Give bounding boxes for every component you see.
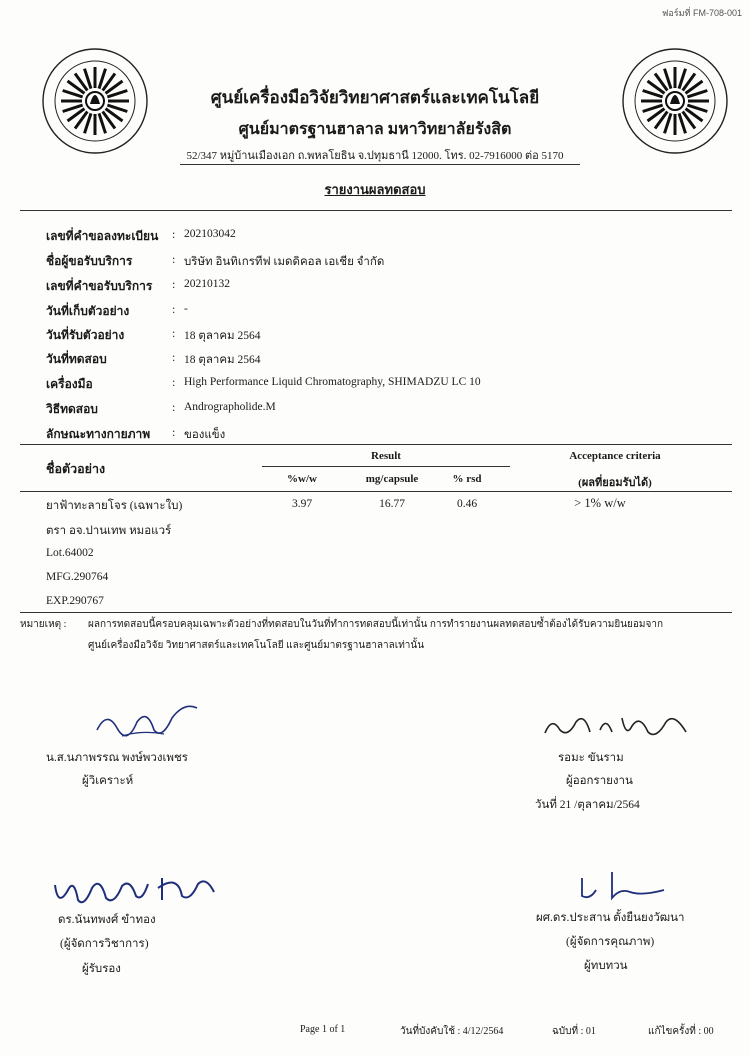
remark-label: หมายเหตุ : bbox=[20, 619, 67, 630]
info-label-service-request-no: เลขที่คำขอรับบริการ bbox=[46, 279, 153, 293]
institute-title: ศูนย์เครื่องมือวิจัยวิทยาศาสตร์และเทคโนโลยี bbox=[210, 88, 540, 107]
page-number: Page 1 of 1 bbox=[300, 1024, 346, 1035]
reporter-name: รอมะ ขันราม bbox=[558, 752, 624, 764]
info-label-instrument: เครื่องมือ bbox=[46, 377, 93, 391]
header-divider bbox=[180, 164, 580, 165]
analyst-role: ผู้วิเคราะห์ bbox=[82, 775, 134, 787]
sample-product-name: ยาฟ้าทะลายโจร (เฉพาะใบ) bbox=[46, 500, 183, 512]
info-label-physical-characteristics: ลักษณะทางกายภาพ bbox=[46, 427, 151, 441]
info-colon: : bbox=[172, 277, 176, 291]
effective-date: วันที่บังคับใช้ : 4/12/2564 bbox=[400, 1026, 504, 1037]
percent-rsd-column-header: % rsd bbox=[452, 473, 482, 485]
info-value-test-method: Andrographolide.M bbox=[184, 401, 276, 413]
result-header: Result bbox=[371, 450, 401, 462]
info-value-client-name: บริษัท อินทิเกรทีฟ เมดดิคอล เอเชีย จำกัด bbox=[184, 256, 385, 268]
result-percent-rsd: 0.46 bbox=[456, 498, 478, 510]
info-label-registration-no: เลขที่คำขอลงทะเบียน bbox=[46, 229, 159, 243]
edition-number: ฉบับที่ : 01 bbox=[552, 1026, 596, 1037]
acceptance-criteria-subheader: (ผลที่ยอมรับได้) bbox=[578, 477, 652, 489]
info-label-client-name: ชื่อผู้ขอรับบริการ bbox=[46, 254, 133, 268]
halal-standard-center-logo bbox=[620, 46, 730, 156]
info-label-test-method: วิธีทดสอบ bbox=[46, 402, 98, 416]
info-value-test-date: 18 ตุลาคม 2564 bbox=[184, 354, 261, 366]
sample-lot: Lot.64002 bbox=[46, 547, 94, 559]
info-colon: : bbox=[172, 302, 176, 316]
info-colon: : bbox=[172, 326, 176, 340]
table-header-rule bbox=[20, 491, 732, 492]
info-label-received-date: วันที่รับตัวอย่าง bbox=[46, 328, 125, 342]
info-top-divider bbox=[20, 210, 732, 211]
result-mg-per-capsule: 16.77 bbox=[379, 498, 405, 510]
info-colon: : bbox=[172, 252, 176, 266]
info-colon: : bbox=[172, 350, 176, 364]
info-value-instrument: High Performance Liquid Chromatography, SHIMADZU LC 10 bbox=[184, 376, 481, 388]
result-percent-ww: 3.97 bbox=[291, 498, 313, 510]
sample-mfg-date: MFG.290764 bbox=[46, 571, 109, 583]
report-title: รายงานผลทดสอบ bbox=[324, 182, 426, 197]
percent-ww-column-header: %w/w bbox=[287, 473, 317, 485]
analyst-signature bbox=[92, 700, 202, 745]
info-value-physical-characteristics: ของแข็ง bbox=[184, 429, 226, 441]
institute-address: 52/347 หมู่บ้านเมืองเอก ถ.พหลโยธิน จ.ปทุมธานี 12000. โทร. 02-7916000 ต่อ 5170 bbox=[186, 150, 564, 162]
info-colon: : bbox=[172, 425, 176, 439]
info-value-registration-no: 202103042 bbox=[184, 228, 236, 240]
form-reference: ฟอร์มที่ FM-708-001 bbox=[662, 8, 742, 18]
approver-signature bbox=[50, 870, 220, 912]
acceptance-criteria-value: > 1% w/w bbox=[574, 496, 626, 510]
revision-number: แก้ไขครั้งที่ : 00 bbox=[648, 1026, 714, 1037]
mg-per-capsule-column-header: mg/capsule bbox=[365, 473, 419, 485]
info-value-sampling-date: - bbox=[184, 303, 188, 315]
result-subheader-rule bbox=[262, 466, 510, 467]
approver-name: ดร.นันทพงศ์ ขำทอง bbox=[58, 914, 156, 926]
table-top-rule bbox=[20, 444, 732, 445]
reviewer-title: (ผู้จัดการคุณภาพ) bbox=[566, 936, 655, 948]
reporter-role: ผู้ออกรายงาน bbox=[566, 775, 633, 787]
reviewer-name: ผศ.ดร.ประสาน ตั้งยืนยงวัฒนา bbox=[536, 912, 685, 924]
info-label-test-date: วันที่ทดสอบ bbox=[46, 352, 107, 366]
remark-line-2: ศูนย์เครื่องมือวิจัย วิทยาศาสตร์และเทคโนโลยี และศูนย์มาตรฐานฮาลาลเท่านั้น bbox=[88, 640, 425, 651]
institute-seal-left-logo bbox=[40, 46, 150, 156]
reviewer-signature bbox=[572, 868, 672, 904]
info-colon: : bbox=[172, 400, 176, 414]
sample-name-header: ชื่อตัวอย่าง bbox=[46, 462, 106, 476]
approver-role: ผู้รับรอง bbox=[82, 963, 121, 975]
sample-brand: ตรา อจ.ปานเทพ หมอแวร์ bbox=[46, 525, 172, 537]
info-value-service-request-no: 20210132 bbox=[184, 278, 230, 290]
sample-exp-date: EXP.290767 bbox=[46, 595, 104, 607]
info-colon: : bbox=[172, 227, 176, 241]
info-label-sampling-date: วันที่เก็บตัวอย่าง bbox=[46, 304, 130, 318]
info-colon: : bbox=[172, 375, 176, 389]
acceptance-criteria-header: Acceptance criteria bbox=[569, 450, 661, 462]
analyst-name: น.ส.นภาพรรณ พงษ์พวงเพชร bbox=[46, 752, 188, 764]
institute-subtitle: ศูนย์มาตรฐานฮาลาล มหาวิทยาลัยรังสิต bbox=[238, 121, 512, 138]
remark-line-1: ผลการทดสอบนี้ครอบคลุมเฉพาะตัวอย่างที่ทดสอบในวันที่ทำการทดสอบนี้เท่านั้น การทำรายงานผลทดสอบซ้ำต้องได้รับความยินยอมจาก bbox=[88, 619, 664, 630]
reviewer-role: ผู้ทบทวน bbox=[584, 960, 628, 972]
table-bottom-rule bbox=[20, 612, 732, 613]
info-value-received-date: 18 ตุลาคม 2564 bbox=[184, 330, 261, 342]
report-issue-date: วันที่ 21 /ตุลาคม/2564 bbox=[535, 799, 640, 811]
approver-title: (ผู้จัดการวิชาการ) bbox=[60, 938, 149, 950]
reporter-signature bbox=[540, 708, 700, 748]
